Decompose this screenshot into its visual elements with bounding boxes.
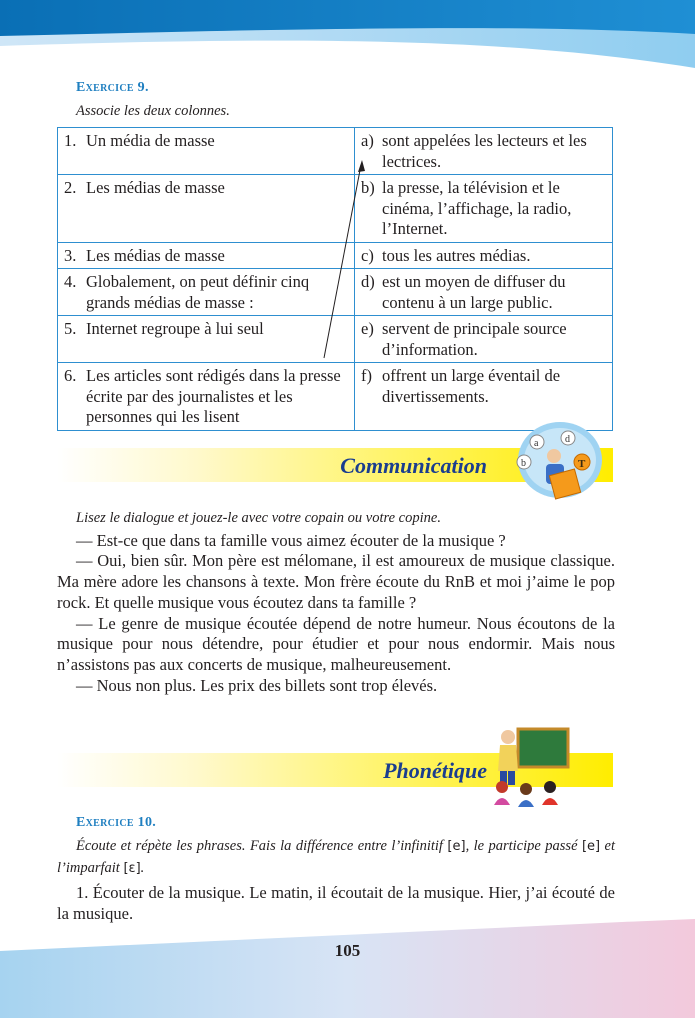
left-item: Internet regroupe à lui seul [86, 319, 264, 338]
table-row: 2. Les médias de masse b) la presse, la télévision et le cinéma, l’affichage, la radio, l’Internet. [58, 175, 613, 243]
left-item: Un média de masse [86, 131, 215, 150]
left-item: Les articles sont rédigés dans la presse écrite par des journalistes et les personnes qui les lisent [86, 366, 341, 426]
right-item: sont appelées les lecteurs et les lectrices. [382, 131, 587, 171]
exercise-9-instruction: Associe les deux colonnes. [76, 103, 230, 119]
right-item: tous les autres médias. [382, 245, 531, 265]
left-item: Les médias de masse [86, 178, 225, 197]
table-row: 5. Internet regroupe à lui seul e) servent de principale source d’information. [58, 316, 613, 363]
page-number: 105 [334, 941, 361, 960]
svg-text:a: a [534, 438, 539, 449]
footer-wave-decoration [0, 918, 695, 1018]
right-item: la presse, la télévision et le cinéma, l’affichage, la radio, l’Internet. [382, 178, 572, 238]
dialogue-line: — Est-ce que dans ta famille vous aimez écouter de la musique ? [76, 530, 506, 550]
alphabet-letters-icon [510, 420, 602, 508]
header-wave-decoration [0, 0, 695, 70]
exercise-10-title: Exercice 10. [76, 815, 157, 830]
table-row: 3. Les médias de masse c) tous les autres médias. [58, 242, 613, 269]
exercise-10-sentence: 1. Écouter de la musique. Le matin, il écoutait de la musique. Hier, j’ai écouté de la musique. [57, 883, 615, 924]
exercise-10-instruction: Écoute et répète les phrases. Fais la différence entre l’infinitif [e], le participe passé [e] et l’imparfait [ɛ]. [57, 838, 616, 876]
exercise-9-title: Exercice 9. [76, 80, 149, 95]
right-item: est un moyen de diffuser du contenu à un large public. [382, 272, 566, 312]
right-item: servent de principale source d’information. [382, 319, 567, 359]
exercise-10-body [57, 836, 615, 925]
table-row: 6. Les articles sont rédigés dans la presse écrite par des journalistes et les personnes qui les lisent f) offrent un large éventail de divertissements. [58, 363, 613, 431]
svg-text:T: T [578, 458, 586, 470]
matching-table [57, 127, 613, 431]
right-item: offrent un large éventail de divertissements. [382, 366, 561, 406]
dialogue-line: — Nous non plus. Les prix des billets sont trop élevés. [76, 675, 438, 695]
svg-text:b: b [521, 458, 526, 469]
left-item: Les médias de masse [86, 245, 225, 265]
svg-text:d: d [565, 434, 570, 445]
dialogue-line: — Le genre de musique écoutée dépend de notre humeur. Nous écoutons de la musique pour nous détendre, pour étudier et pour nous endormir. Mais nous n’assistons pas aux concerts de musique, malheureusement. [57, 613, 615, 674]
dialogue-instruction: Lisez le dialogue et jouez-le avec votre copain ou votre copine. [76, 510, 441, 526]
phonetique-title: Phonétique [383, 758, 487, 783]
communication-title: Communication [340, 453, 487, 478]
classroom-teacher-icon [490, 725, 570, 813]
table-row: 4. Globalement, on peut définir cinq grands médias de masse : d) est un moyen de diffuser du contenu à un large public. [58, 269, 613, 316]
dialogue-text [57, 508, 615, 696]
left-item: Globalement, on peut définir cinq grands médias de masse : [86, 272, 310, 312]
dialogue-line: — Oui, bien sûr. Mon père est mélomane, il est amoureux de musique classique. Ma mère adore les chansons à texte. Mon frère écoute du RnB et moi j’aime le pop rock. Et quelle musique vous écoutez dans ta famille ? [57, 551, 615, 612]
table-row: 1. Un média de masse a) sont appelées les lecteurs et les lectrices. [58, 128, 613, 175]
